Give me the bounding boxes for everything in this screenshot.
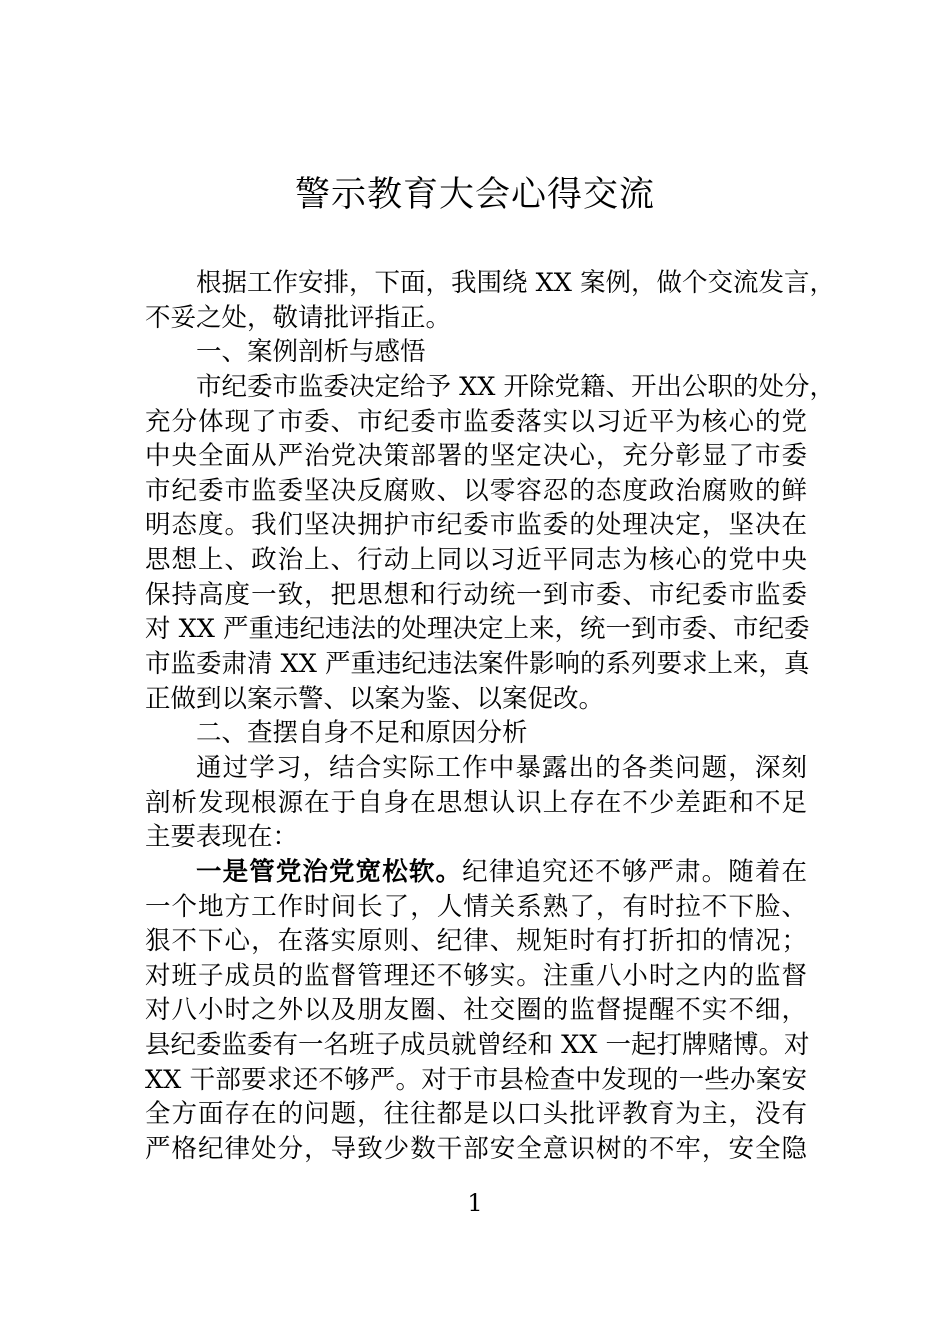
text-line: [145, 993, 807, 1028]
line-text: 剖析发现根源在于自身在思想认识上存在不少差距和不足: [145, 787, 807, 818]
line-text: 充分体现了市委、市纪委市监委落实以习近平为核心的党: [145, 406, 807, 437]
text-line: [145, 543, 807, 578]
line-text: 对八小时之外以及朋友圈、社交圈的监督提醒不实不细，: [145, 995, 807, 1026]
line-text: 中央全面从严治党决策部署的坚定决心，充分彰显了市委: [145, 441, 807, 472]
text-line: [145, 301, 807, 336]
text-line: [145, 1097, 807, 1132]
line-text: 思想上、政治上、行动上同以习近平同志为核心的党中央: [145, 545, 807, 576]
line-text: 保持高度一致，把思想和行动统一到市委、市纪委市监委: [145, 579, 807, 610]
line-text: 正做到以案示警、以案为鉴、以案促改。: [145, 683, 605, 714]
page-number: 1: [467, 1189, 483, 1217]
line-text: 市纪委市监委坚决反腐败、以零容忍的态度政治腐败的鲜: [145, 475, 807, 506]
line-text: 明态度。我们坚决拥护市纪委市监委的处理决定，坚决在: [145, 510, 807, 541]
text-line: [145, 855, 807, 890]
line-text: 主要表现在：: [145, 822, 299, 853]
line-text: 严格纪律处分，导致少数干部安全意识树的不牢，安全隐: [145, 1134, 807, 1165]
text-line: [145, 266, 836, 301]
line-text: 狠不下心，在落实原则、纪律、规矩时有打折扣的情况；: [145, 926, 807, 957]
text-line: [145, 578, 807, 613]
text-line: [145, 890, 807, 925]
text-line: [145, 751, 807, 786]
line-text: 二、查摆自身不足和原因分析: [196, 718, 528, 749]
text-line: [145, 335, 807, 370]
text-line: [145, 682, 807, 717]
text-line: [145, 508, 807, 543]
text-line: [145, 716, 807, 751]
text-line: [145, 439, 807, 474]
text-line: [145, 1132, 807, 1167]
line-text: 一个地方工作时间长了，人情关系熟了，有时拉不下脸、: [145, 891, 807, 922]
bold-lead-phrase: 一是管党治党宽松软。: [196, 856, 463, 887]
line-text: 对班子成员的监督管理还不够实。注重八小时之内的监督: [145, 960, 807, 991]
document-title: 警示教育大会心得交流: [294, 175, 655, 215]
line-text: 市监委肃清 XX 严重违纪违法案件影响的系列要求上来，真: [145, 649, 810, 680]
line-text: 一、案例剖析与感悟: [196, 337, 426, 368]
line-text: 县纪委监委有一名班子成员就曾经和 XX 一起打牌赌博。对: [145, 1030, 810, 1061]
text-line: [145, 820, 807, 855]
text-line: [145, 370, 836, 405]
line-text: XX 干部要求还不够严。对于市县检查中发现的一些办案安: [145, 1064, 807, 1095]
line-text: 通过学习，结合实际工作中暴露出的各类问题，深刻: [196, 752, 807, 783]
line-text: 对 XX 严重违纪违法的处理决定上来，统一到市委、市纪委: [145, 614, 810, 645]
text-line: [145, 612, 810, 647]
text-line: [145, 647, 810, 682]
line-text: 根据工作安排，下面，我围绕 XX 案例，做个交流发言，: [196, 268, 836, 298]
document-body: [145, 266, 836, 1167]
text-line: [145, 405, 807, 440]
text-line: [145, 924, 807, 959]
line-text: 全方面存在的问题，往往都是以口头批评教育为主，没有: [145, 1099, 807, 1130]
text-line: [145, 1063, 807, 1098]
text-line: [145, 474, 807, 509]
line-text: 市纪委市监委决定给予 XX 开除党籍、开出公职的处分，: [196, 371, 836, 402]
text-line: [145, 1028, 810, 1063]
text-line: [145, 959, 807, 994]
text-line: [145, 786, 807, 821]
line-text: 纪律追究还不够严肃。随着在: [462, 856, 807, 887]
line-text: 不妥之处，敬请批评指正。: [145, 302, 452, 333]
